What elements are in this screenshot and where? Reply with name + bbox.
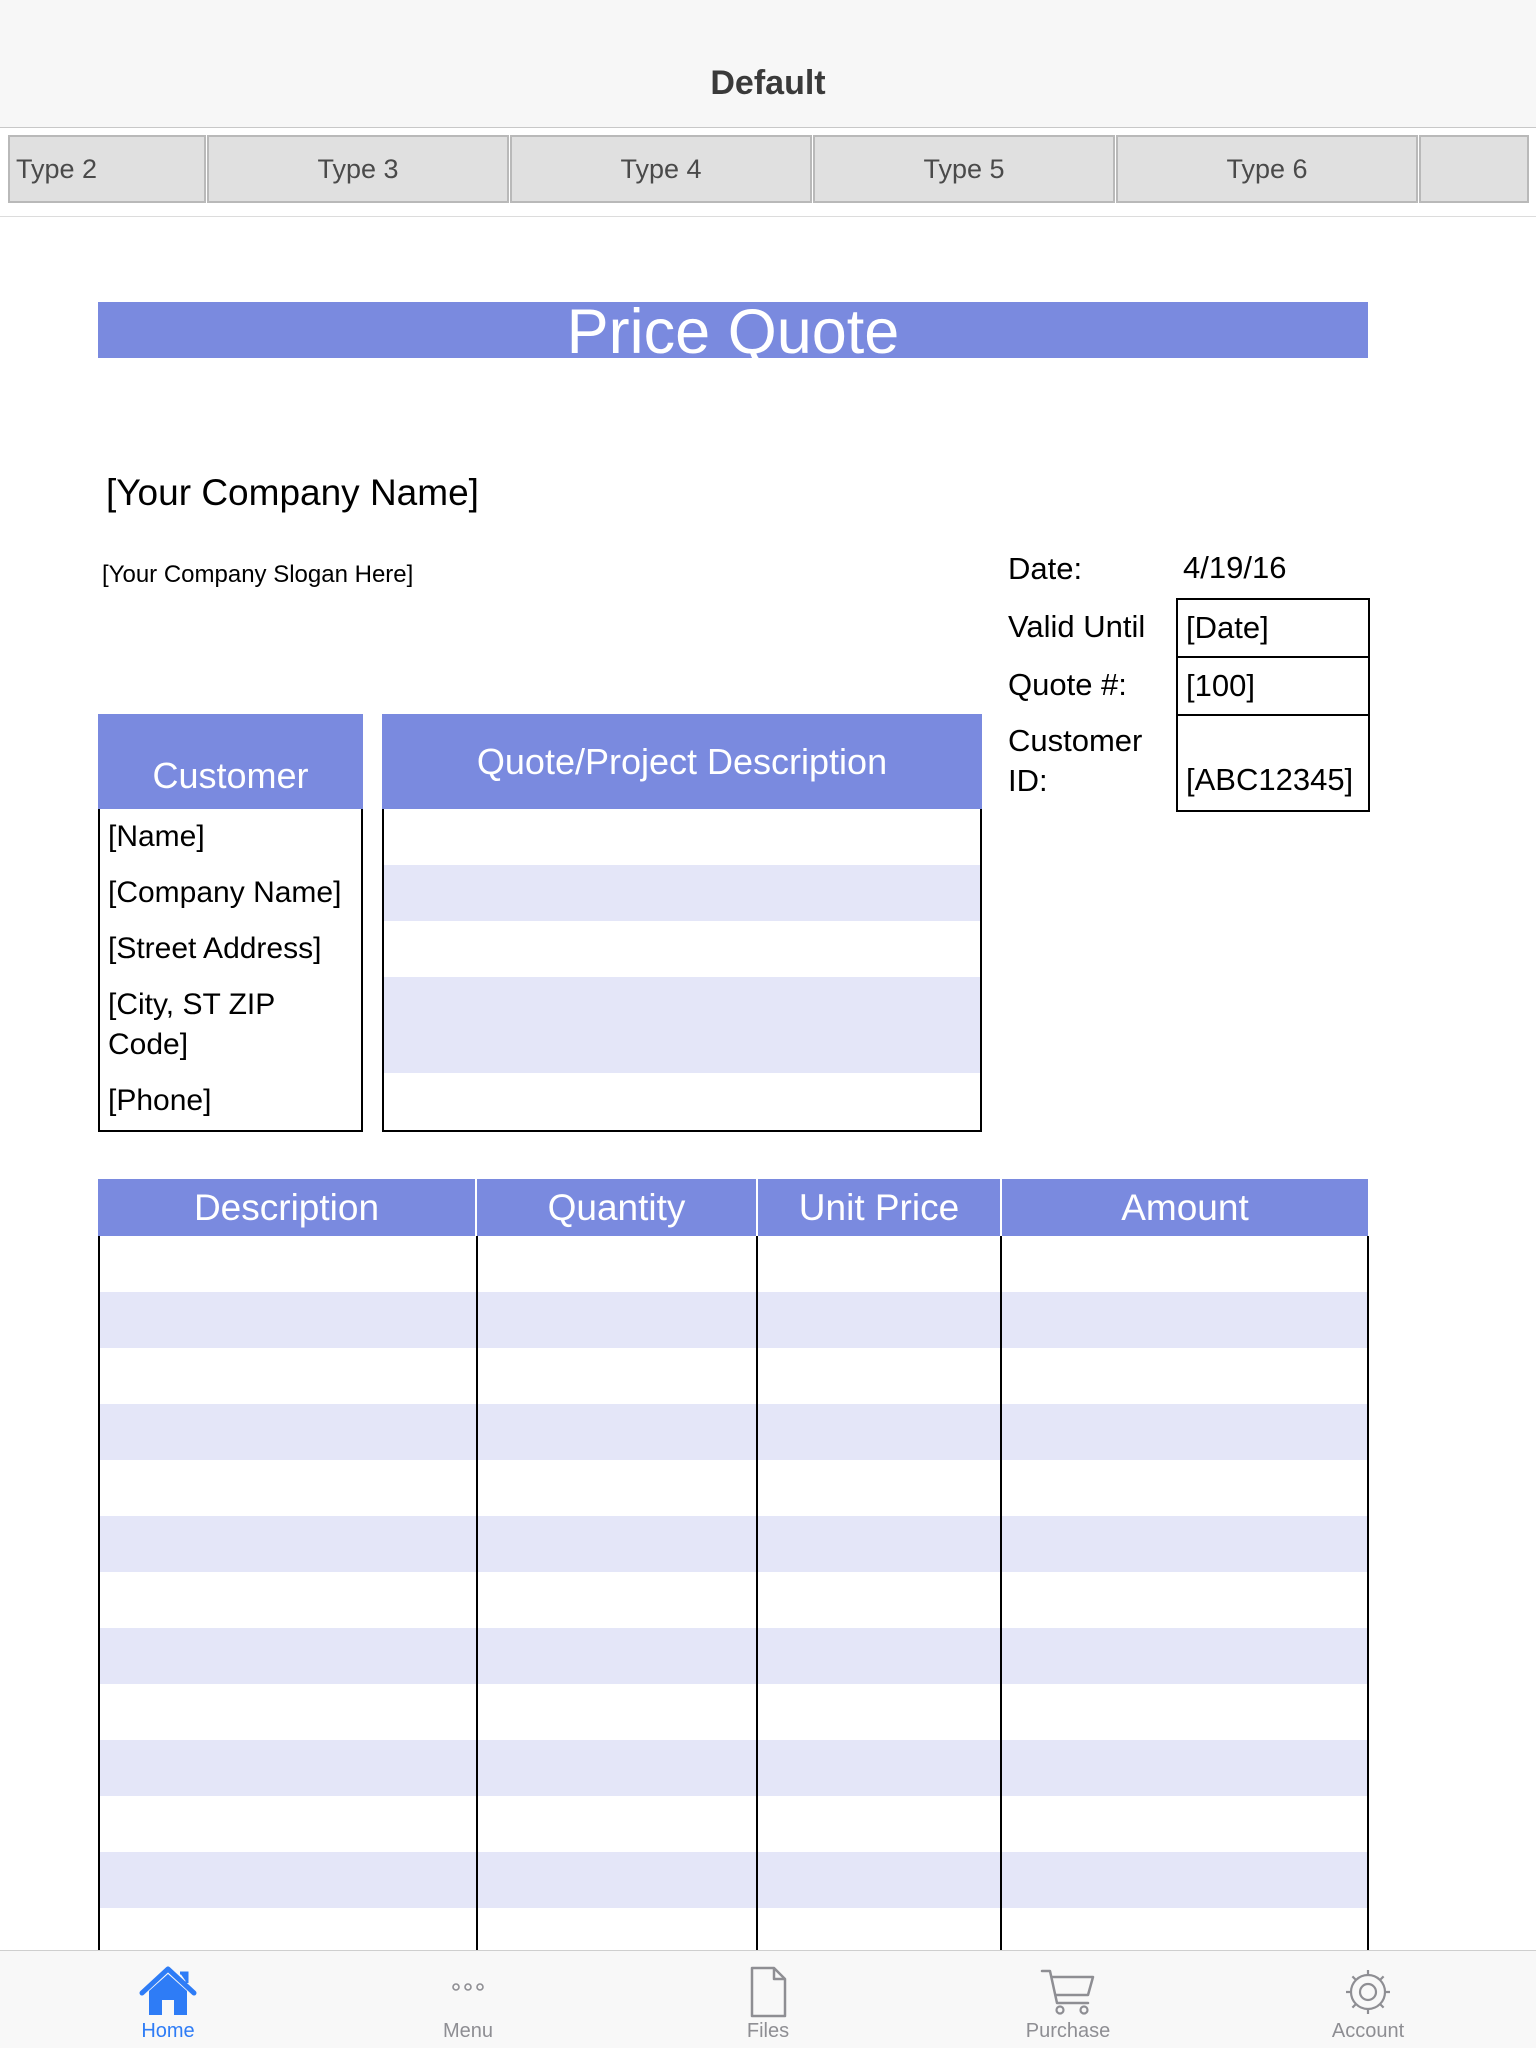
type-tab-6[interactable]: Type 6	[1116, 135, 1418, 203]
tab-menu-label: Menu	[442, 2020, 494, 2042]
file-icon	[738, 1965, 798, 2019]
project-description-box[interactable]	[382, 809, 982, 1132]
type-tab-2[interactable]: Type 2	[8, 135, 206, 203]
tab-account[interactable]	[1268, 1951, 1468, 2048]
table-row[interactable]	[100, 1516, 1367, 1572]
customer-city-line1[interactable]: [City, ST ZIP	[108, 988, 276, 1021]
gear-icon	[1338, 1965, 1398, 2019]
row-stripe	[384, 977, 980, 1073]
type-tab-7[interactable]	[1419, 135, 1529, 203]
customer-id-label-line1: Customer	[1008, 723, 1143, 758]
column-divider	[756, 1236, 758, 1950]
customer-id-field[interactable]: [ABC12345]	[1186, 762, 1354, 797]
column-header-description: Description	[98, 1179, 475, 1236]
project-description-header: Quote/Project Description	[382, 714, 982, 809]
quote-number-field[interactable]: [100]	[1178, 658, 1368, 716]
tab-account-label: Account	[1331, 2020, 1405, 2042]
tab-home[interactable]	[68, 1951, 268, 2048]
template-type-bar[interactable]	[0, 129, 1536, 217]
valid-until-label: Valid Until	[1008, 609, 1146, 644]
row-stripe	[384, 865, 980, 921]
more-dots-icon	[438, 1965, 498, 2019]
tab-home-label: Home	[141, 2020, 195, 2042]
cart-icon	[1038, 1965, 1098, 2019]
column-divider	[1000, 1236, 1002, 1950]
type-tab-3[interactable]: Type 3	[207, 135, 509, 203]
customer-city-line2[interactable]: Code]	[108, 1028, 189, 1061]
table-row[interactable]	[100, 1852, 1367, 1908]
column-header-unit-price: Unit Price	[758, 1179, 1000, 1236]
customer-phone[interactable]: [Phone]	[108, 1084, 212, 1117]
column-divider	[476, 1236, 478, 1950]
table-row[interactable]	[100, 1740, 1367, 1796]
quote-number-label: Quote #:	[1008, 667, 1127, 702]
quote-info-box	[1176, 598, 1370, 812]
home-icon	[138, 1965, 198, 2019]
tab-files[interactable]	[668, 1951, 868, 2048]
customer-id-label-line2: ID:	[1008, 763, 1048, 798]
column-header-amount: Amount	[1002, 1179, 1368, 1236]
table-row[interactable]	[100, 1628, 1367, 1684]
line-items-table[interactable]	[98, 1236, 1369, 1950]
tab-menu[interactable]	[368, 1951, 568, 2048]
tab-files-label: Files	[746, 2020, 790, 2042]
customer-name[interactable]: [Name]	[108, 820, 205, 853]
type-tab-5[interactable]: Type 5	[813, 135, 1115, 203]
customer-header: Customer	[98, 714, 363, 809]
tab-purchase[interactable]	[968, 1951, 1168, 2048]
column-header-quantity: Quantity	[477, 1179, 756, 1236]
date-label: Date:	[1008, 551, 1083, 586]
company-name[interactable]: [Your Company Name]	[106, 472, 479, 513]
document-title: Price Quote	[566, 297, 900, 367]
title-banner	[98, 297, 1368, 367]
customer-company[interactable]: [Company Name]	[108, 876, 342, 909]
company-slogan[interactable]: [Your Company Slogan Here]	[102, 561, 414, 588]
valid-until-field[interactable]: [Date]	[1178, 600, 1368, 658]
bottom-tab-bar	[0, 1950, 1536, 2048]
type-tab-4[interactable]: Type 4	[510, 135, 812, 203]
tab-purchase-label: Purchase	[1025, 2020, 1111, 2042]
navigation-bar	[0, 0, 1536, 128]
table-row[interactable]	[100, 1292, 1367, 1348]
customer-street[interactable]: [Street Address]	[108, 932, 322, 965]
customer-box[interactable]	[98, 809, 363, 1132]
nav-title: Default	[710, 64, 826, 102]
date-value[interactable]: 4/19/16	[1183, 550, 1287, 585]
table-row[interactable]	[100, 1404, 1367, 1460]
